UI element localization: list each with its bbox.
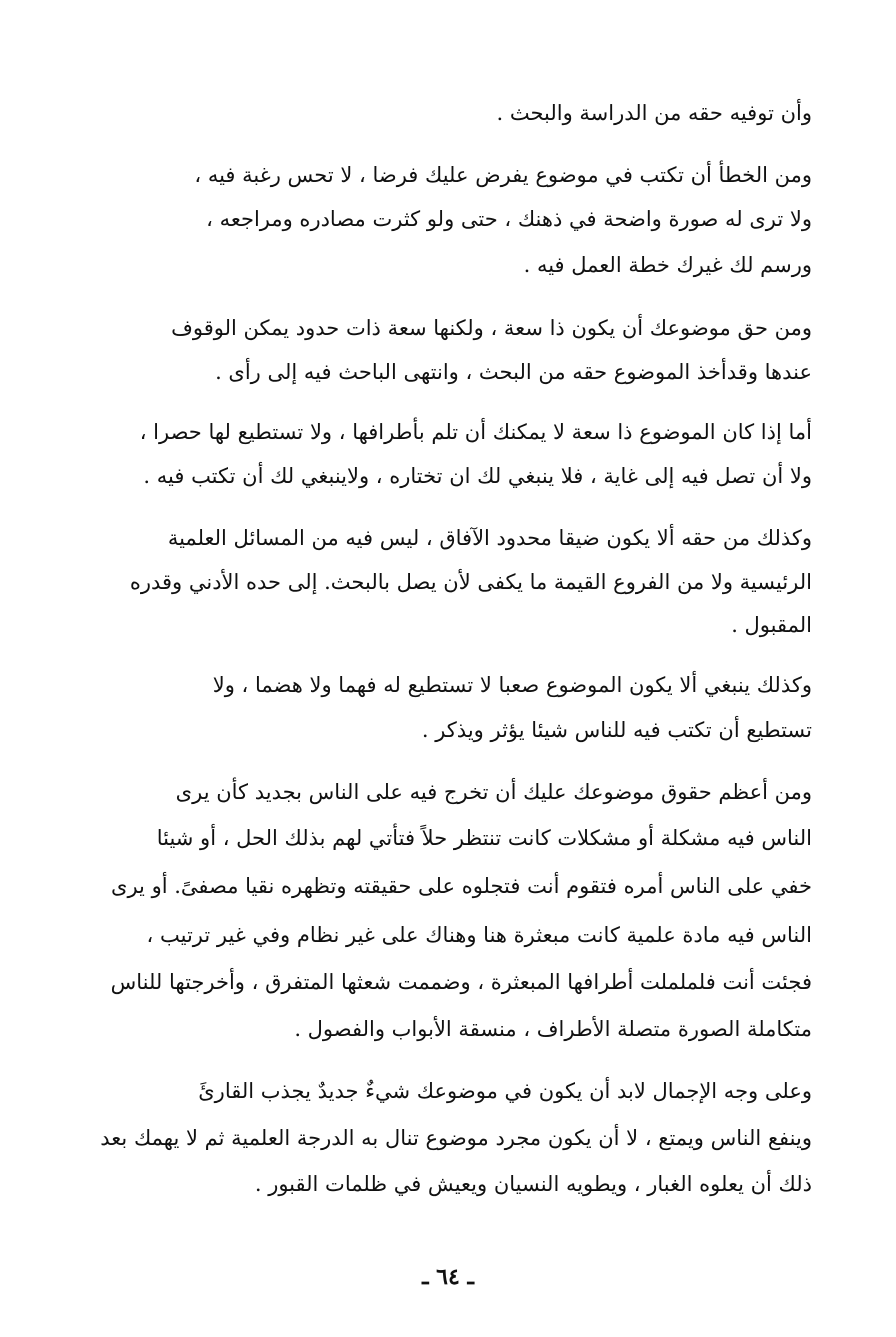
text-line: ومن أعظم حقوق موضوعك عليك أن تخرج فيه على الناس بجديد كأن يرى bbox=[175, 780, 812, 804]
text-line: وكذلك من حقه ألا يكون ضيقا محدود الآفاق ، ليس فيه من المسائل العلمية bbox=[167, 526, 812, 550]
text-line: وأن توفيه حقه من الدراسة والبحث . bbox=[496, 101, 812, 125]
text-line: ورسم لك غيرك خطة العمل فيه . bbox=[523, 253, 812, 277]
text-line: وينفع الناس ويمتع ، لا أن يكون مجرد موضوع تنال به الدرجة العلمية ثم لا يهمك بعد bbox=[100, 1126, 812, 1150]
text-line: الناس فيه مادة علمية كانت مبعثرة هنا وهناك على غير نظام وفي غير ترتيب ، bbox=[146, 923, 812, 947]
text-line: ومن حق موضوعك أن يكون ذا سعة ، ولكنها سعة ذات حدود يمكن الوقوف bbox=[171, 316, 812, 340]
text-line: ومن الخطأ أن تكتب في موضوع يفرض عليك فرضا ، لا تحس رغبة فيه ، bbox=[194, 163, 812, 187]
text-line: متكاملة الصورة متصلة الأطراف ، منسقة الأبواب والفصول . bbox=[294, 1017, 812, 1041]
text-line: تستطيع أن تكتب فيه للناس شيئا يؤثر ويذكر . bbox=[421, 718, 812, 742]
text-line: المقبول . bbox=[731, 613, 812, 637]
text-line: وكذلك ينبغي ألا يكون الموضوع صعبا لا تستطيع له فهما ولا هضما ، ولا bbox=[212, 673, 812, 697]
text-line: عندها وقدأخذ الموضوع حقه من البحث ، وانتهى الباحث فيه إلى رأى . bbox=[215, 360, 812, 384]
text-line: أما إذا كان الموضوع ذا سعة لا يمكنك أن تلم بأطرافها ، ولا تستطيع لها حصرا ، bbox=[139, 420, 812, 444]
text-line: ولا أن تصل فيه إلى غاية ، فلا ينبغي لك ان تختاره ، ولاينبغي لك أن تكتب فيه . bbox=[143, 464, 812, 488]
text-line: خفي على الناس أمره فتقوم أنت فتجلوه على حقيقته وتظهره نقيا مصفىً. أو يرى bbox=[111, 874, 812, 898]
text-line: الرئيسية ولا من الفروع القيمة ما يكفى لأن يصل بالبحث. إلى حده الأدني وقدره bbox=[129, 570, 812, 594]
text-line: ذلك أن يعلوه الغبار ، ويطويه النسيان ويعيش في ظلمات القبور . bbox=[254, 1172, 812, 1196]
text-line: الناس فيه مشكلة أو مشكلات كانت تنتظر حلاً فتأتي لهم بذلك الحل ، أو شيئا bbox=[156, 826, 812, 850]
text-line: فجئت أنت فلململت أطرافها المبعثرة ، وضممت شعثها المتفرق ، وأخرجتها للناس bbox=[110, 970, 812, 994]
text-line: وعلى وجه الإجمال لابد أن يكون في موضوعك شيءٌ جديدٌ يجذب القارئَ bbox=[198, 1079, 812, 1103]
text-line: ولا ترى له صورة واضحة في ذهنك ، حتى ولو كثرت مصادره ومراجعه ، bbox=[206, 207, 812, 231]
page-number: ـ ٦٤ ـ bbox=[422, 1264, 474, 1290]
